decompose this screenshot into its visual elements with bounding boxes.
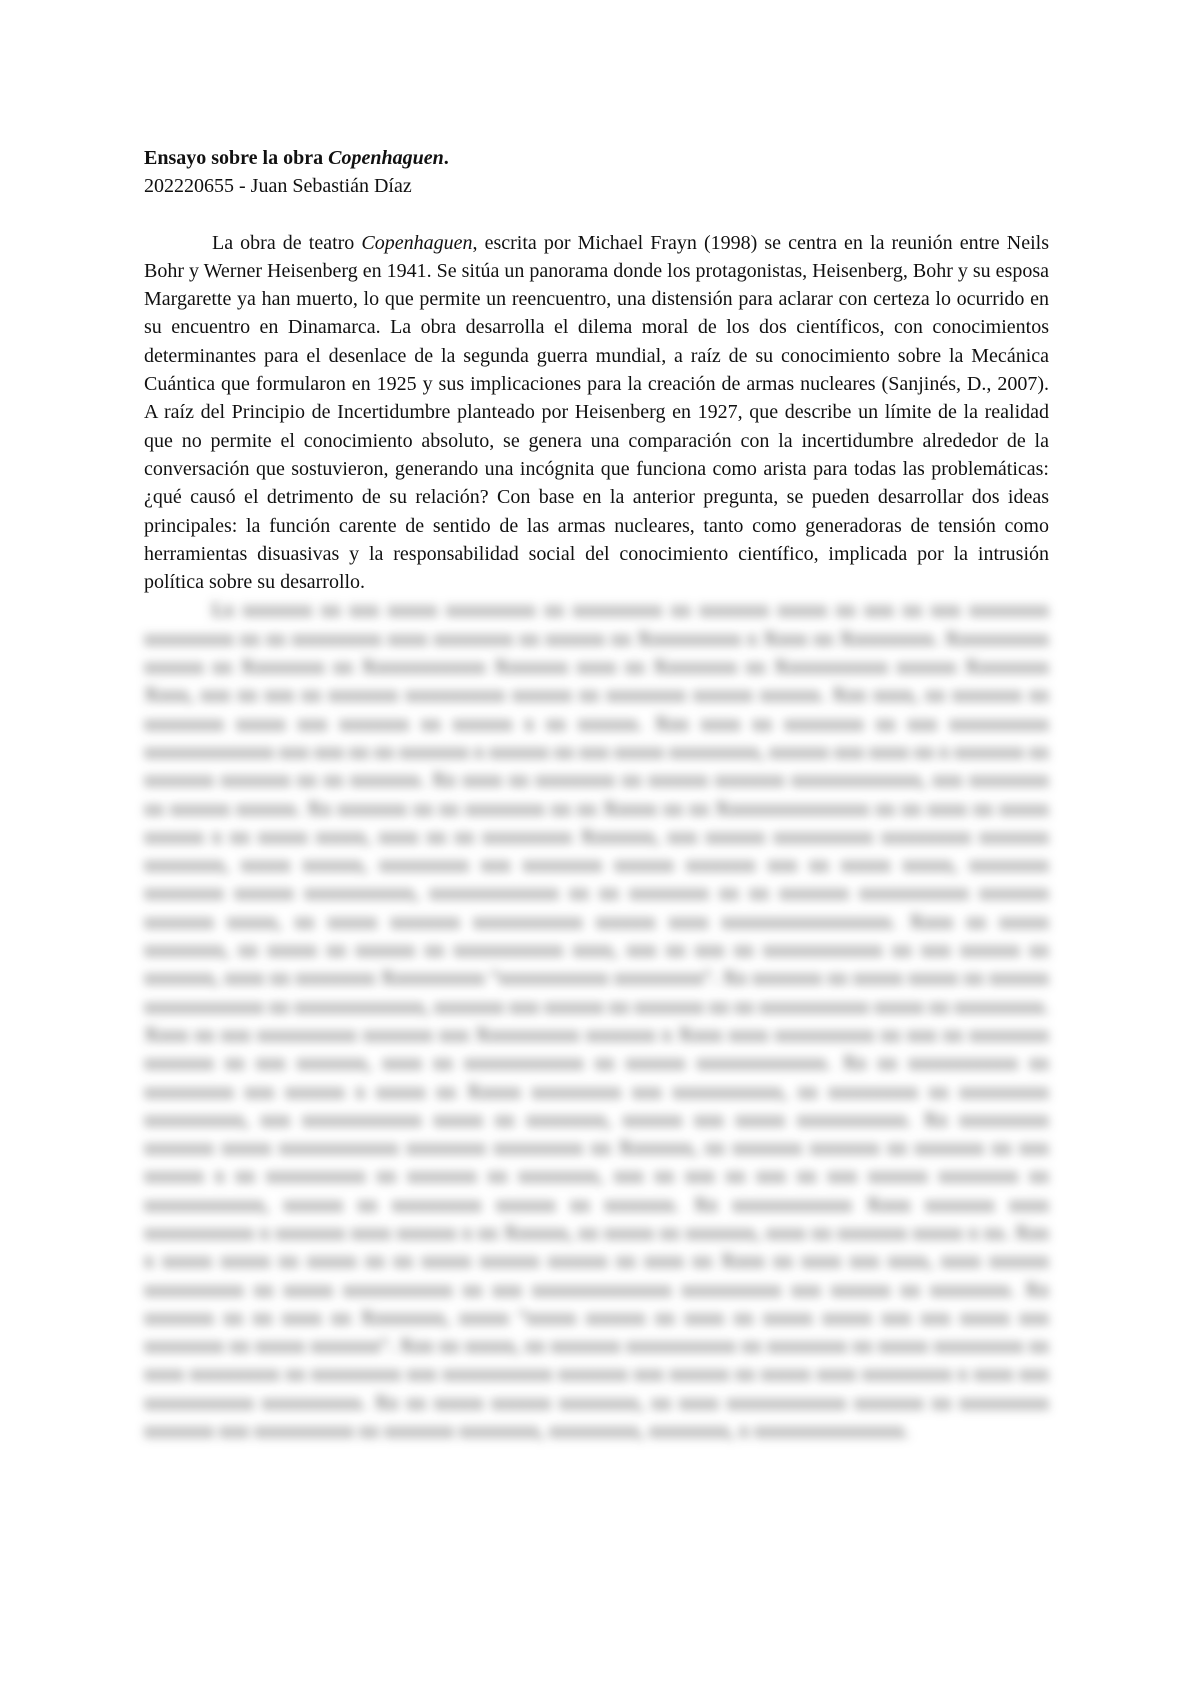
paragraph-intro-body: , escrita por Michael Frayn (1998) se centra en la reunión entre Neils Bohr y Werner Heisenberg en 1941. Se sitúa un panorama donde los protagonistas, Heisenberg, Bohr y su esposa Margarette ya han muerto, lo que permite un reencuentro, una distensión para aclarar con certeza lo ocurrido en su encuentro en Dinamarca. La obra desarrolla el dilema moral de los dos científicos, con conocimientos determinantes para el desenlace de la segunda guerra mundial, a raíz de su conocimiento sobre la Mecánica Cuántica que formularon en 1925 y sus implicaciones para la creación de armas nucleares (Sanjinés, D., 2007). A raíz del Principio de Incertidumbre planteado por Heisenberg en 1927, que describe un límite de la realidad que no permite el conocimiento absoluto, se genera una comparación con la incertidumbre alrededor de la conversación que sostuvieron, generando una incógnita que funciona como arista para todas las problemáticas: ¿qué causó el detrimento de su relación? Con base en la anterior pregunta, se pueden desarrollar dos ideas principales: la función carente de sentido de las armas nucleares, tanto como generadoras de tensión como herramientas disuasivas y la responsabilidad social del conocimiento científico, implicada por la intrusión política sobre su desarrollo.: [144, 231, 1049, 594]
essay-title-suffix: .: [443, 147, 449, 169]
document-body: [144, 144, 1049, 1445]
essay-title: [144, 144, 1049, 172]
blurred-paragraph: Lx xxxxxxx xx xxx xxxxx xxxxxxxxx xx xxxxxxxxx xx xxxxxxx xxxxx xx xxx xx xxx xxxxxxxx xxxxxxxxx xx xx xxxxxxxxx xxxx xxxxxxxx xx xxxxxx xx Xxxxxxxxxx x Xxxx xx Xxxxxxxxx. Xxxxxxxxxx xxxxxx xx Xxxxxxxx xx Xxxxxxxxxxxx Xxxxxxx xxxx xx Xxxxxxxx xx Xxxxxxxxxxx xxxxxx Xxxxxxxx Xxxx, xxx xx xxx xx xxxxxxx xxxxxxxxxx xxxxxx xx xxxxxxxx xxxxxx xxxxxx. Xxx xxxx, xx xxxxxxx xx xxxxxxxx xxxxx xxx xxxxxxx xx xxxxxx x xx xxxxxx. Xxx xxxx xx xxxxxxxx xx xxx xxxxxxxxxx xxxxxxxxxxxxx xxx xxx xx xx xxxxxxx x xxxxxx xx xxx xxxxx xxxxxxxxx, xxxxxx xxx xxxx xx x xxxxxxx xx xxxxxxx xxxxxxx xx xx xxxxxxx. Xx xxxx xx xxxxxxxx xx xxxxxx xxxxxxx xxxxxxxxxxxxx, xxx xxxxxxxx xx xxxxxx xxxxxx. Xx xxxxxxx xx xx xxxxxxxx xx xx Xxxxx xx xx Xxxxxxxxxxxxxxx xx xx xxxx xx xxxxx xxxxxx x xx xxxxx xxxxx, xxxx xx xx xxxxxxxxx Xxxxxxx, xxx xxxxxx xxxxxxxxxx xxxxxxxxx xxxxxxx xxxxxxxx, xxxxx xxxxxx, xxxxxxxxx xxx xxxxxxxx xxxxxx xxxxxxx xxx xx xxxxx xxxxx, xxxxxxxx xxxxxxxx xxxxxx xxxxxxxxxxx, xxxxxxxxxxxxx xx xx xxxxxxxx xx xx xxxxxxx xxxxxxxxxxx xxxxxxx xxxxxxx xxxxx, xx xxxxx xxxxxxx xxxxxxxxxxx xxxxxx xxxx xxxxxxxxxxxxxxxxx. Xxxx xx xxxxx xxxxxxxx, xx xxxxx xx xxxxxx xx xxxxxxxxxxx xxxx, xxx xx xxx xx xxxxxxxxxxxx xx xxx xxxxxx xx xxxxxxx, xxxx xx xxxxxxxx Xxxxxxxxxx "xxxxxxxxxxx xxxxxxxxx". Xx xxxxxxx xx xxxxx xxxxx xx xxxxxx xxxxxxxxxxxx xx xxxxxxxxxxxxx, xxxxxxx xxx xxxxxx xx xxxxxxx xx xx xxxxxxxxxxx xxxxx xx xxxxxxxxx. Xxxx xx xxx xxxxxxxxxx xxxxxxx xxx Xxxxxxxxxx xxxxxxx x Xxxx xxxx xxxxxxxxxx xx xxx xx xxxxxxxx xxxxxxx xx xxx xxxxxxx, xxxx xx xxxxxxxxxxxx xx xxxxxx xxxxxxxxxxxxx. Xx xx xxxxxxxxxxx xx xxxxxxxxx xxx xxxxxx x xxxxx xx Xxxxx xxxxxxxxx xxx xxxxxxxxxxx, xx xxxxxxxxx xx xxxxxxxxx xxxxxxxxxx, xxx xxxxxxxxxxxx xxxxx xx xxxxxxxx, xxxxxx xxx xxxxx xxxxxxxxxxx. Xx xxxxxxxxx xxxxxxx xxxxx xxxxxxxxxxxx xxxxxxxx xxxxxxxxx xx Xxxxxxx, xx xxxxxxx xxxxxxx xx xxxxxxx xx xxx xxxxxx x xx xxxxxxxxxx xx xxxxxxx xx xxxxxxxx, xxx xx xxx xx xxx xx xxx xxxxxx xxxxxxxx xx xxxxxxxxxxxx, xxxxxx xx xxxxxxxxx xxxxxx xx xxxxxxx. Xx xxxxxxxxxxxx Xxxx xxxxxxx xxxx xxxxxxxxxxx x xxxxxxx xxxx xxxxxx x xx Xxxxxx, xx xxxxx xx xxxxxxx, xxxx xx xxxxxxx xxxxx x xx. Xxx x xxxxx xxxxx xx xxxxx xx xx xxxxx xxxxxx xxxxxx xx xxxx xx Xxxx xx xxxx xxx xxxx, xxxx xxxxxx xxxxxxxxxx xx xxxxx xxxxxxxxxxx xx xxx xxxxxxxxxxxxxx xxxxxxxxxx xxx xxxxxx xx xxxxxxxx. Xx xxxxxxx xx xx xxxx xx Xxxxxxxx, xxxxx "xxxxx xxxxxx xx xxxx xx xxxxx xxxxx xxx xxx xxxxx xxx xxxxxxxx xx xxxxx xxxxxxx". Xxx xx xxxxx, xx xxxxxxx xxxxxxxxxxx xx xxxxxxxx xx xxxxx xxxxxxxxx xx xxxx xxxxxxxxx xx xxxxxxxxx xxx xxxxxxxxxxx xxxxxxx xxx xxxxxx xx xxxxx xxxx xxxxxxxxx x xxxx xxx xxxxxxxxxxx xxxxxxxxxx. Xx xx xxxxx xxxxxx xxxxxxxx, xx xxxx xxxxxxxxxxxx xxxxxxx xx xxxxxxxxx xxxxxxx xxx xxxxxxxxxx xx xxxxxxx xxxxxxxx, xxxxxxxxx, xxxxxxxx, x xxxxxxxxxxxxxxx.: [144, 599, 1049, 1443]
essay-title-prefix: Ensayo sobre la obra: [144, 147, 329, 169]
essay-title-work: Copenhaguen: [328, 147, 444, 169]
author-line: 202220655 - Juan Sebastián Díaz: [144, 175, 412, 198]
paragraph-intro: [144, 229, 1049, 597]
paragraph-intro-lead: La obra de teatro: [212, 231, 362, 254]
paragraph-intro-work: Copenhaguen: [361, 231, 473, 254]
spacer: [144, 201, 1049, 229]
